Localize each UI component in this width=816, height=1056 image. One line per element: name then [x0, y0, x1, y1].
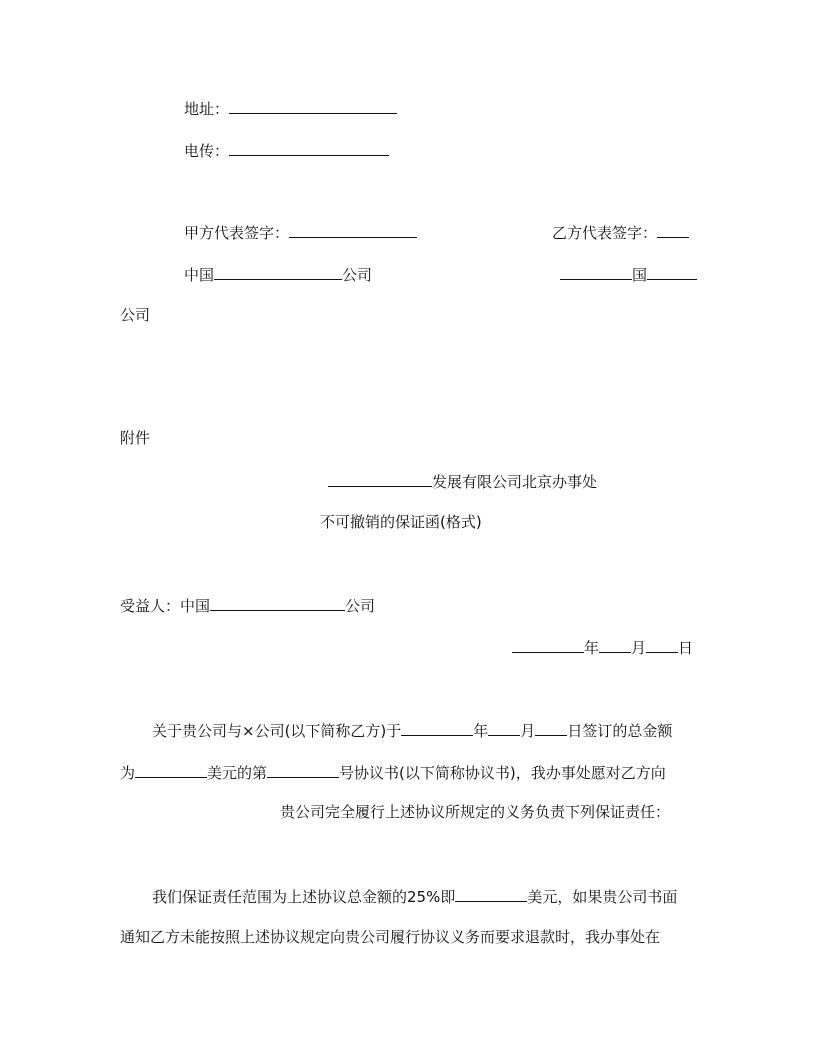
party-b-country-blank — [560, 263, 632, 280]
party-b-company-line — [560, 263, 697, 283]
address-label: 地址： — [184, 100, 230, 118]
attachment-label — [120, 428, 150, 448]
beneficiary-line — [120, 594, 375, 614]
date-day-blank — [646, 636, 678, 653]
paragraph-1-line-3 — [280, 802, 670, 822]
date-year: 年 — [584, 639, 600, 657]
p1-usd-text: 美元的第 — [207, 764, 268, 782]
attachment-label-text: 附件 — [120, 429, 151, 447]
date-month-blank — [599, 636, 631, 653]
date-month: 月 — [631, 639, 647, 657]
p2-scope-text: 我们保证责任范围为上述协议总金额的25%即 — [152, 888, 456, 906]
company-suffix: 公司 — [342, 266, 373, 284]
office-company-blank — [328, 470, 432, 487]
party-b-sign-label: 乙方代表签字： — [552, 224, 658, 242]
p1-obligation-text: 贵公司完全履行上述协议所规定的义务负责下列保证责任： — [280, 803, 671, 821]
party-b-sign-blank — [657, 221, 689, 238]
paragraph-1-line-2 — [120, 761, 666, 781]
p1-year-blank — [401, 719, 473, 736]
china-prefix: 中国 — [184, 266, 215, 284]
date-year-blank — [512, 636, 584, 653]
p1-month-blank — [488, 719, 520, 736]
country-char: 国 — [632, 266, 648, 284]
date-day: 日 — [678, 639, 694, 657]
fax-label: 电传： — [184, 142, 230, 160]
p1-wei-text: 为 — [120, 764, 136, 782]
beneficiary-company-suffix: 公司 — [345, 597, 376, 615]
address-line — [184, 97, 397, 117]
p1-intro-text: 关于贵公司与×公司(以下简称乙方)于 — [152, 722, 402, 740]
beneficiary-label: 受益人：中国 — [120, 597, 211, 615]
party-a-sign-blank — [289, 221, 417, 238]
p1-agreement-number-blank — [267, 761, 339, 778]
p1-amount-blank — [135, 761, 207, 778]
p1-amount-text: 日签订的总金额 — [567, 722, 673, 740]
company-continuation — [120, 305, 150, 325]
office-suffix: 发展有限公司北京办事处 — [432, 473, 598, 491]
p2-usd-text: 美元，如果贵公司书面 — [527, 888, 678, 906]
guarantee-title — [320, 512, 482, 532]
fax-line — [184, 139, 389, 159]
paragraph-1-line-1 — [152, 719, 672, 739]
paragraph-2-line-1 — [152, 885, 677, 905]
p2-amount-blank — [455, 885, 527, 902]
fax-blank — [229, 139, 389, 156]
party-b-signature-line — [552, 221, 689, 241]
company-continuation-text: 公司 — [120, 306, 151, 324]
beneficiary-blank — [210, 594, 345, 611]
p1-year: 年 — [473, 722, 489, 740]
party-b-company-blank — [647, 263, 697, 280]
office-heading — [328, 470, 597, 490]
party-a-company-line — [184, 263, 372, 283]
paragraph-2-line-2 — [120, 927, 660, 947]
p1-month: 月 — [520, 722, 536, 740]
address-blank — [229, 97, 397, 114]
party-a-sign-label: 甲方代表签字： — [184, 224, 290, 242]
date-line — [512, 636, 693, 656]
p1-day-blank — [535, 719, 567, 736]
guarantee-title-text: 不可撤销的保证函(格式) — [320, 513, 482, 531]
party-a-signature-line — [184, 221, 417, 241]
party-a-company-blank — [214, 263, 342, 280]
p2-refund-text: 通知乙方未能按照上述协议规定向贵公司履行协议义务而要求退款时，我办事处在 — [120, 928, 661, 946]
p1-agreement-text: 号协议书(以下简称协议书)，我办事处愿对乙方向 — [339, 764, 666, 782]
